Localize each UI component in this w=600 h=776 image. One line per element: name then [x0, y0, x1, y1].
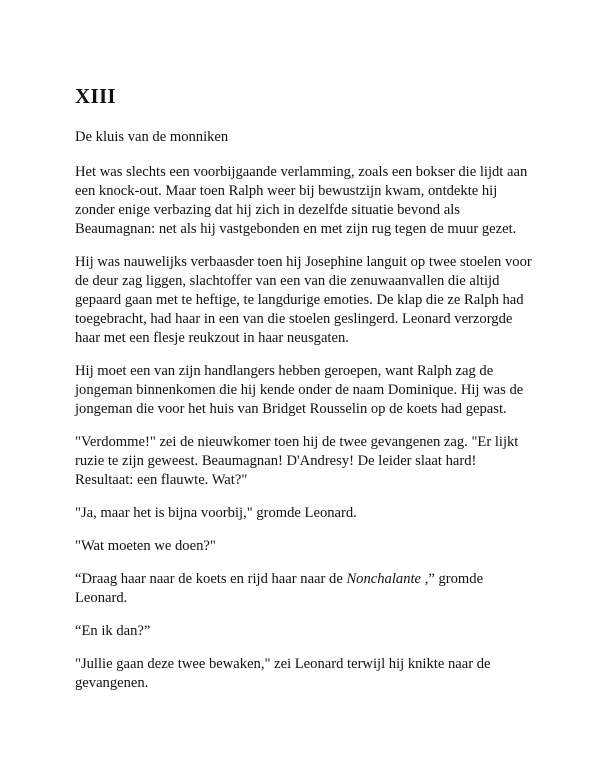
chapter-number: XIII	[75, 84, 116, 108]
paragraph-with-italic	[75, 570, 535, 608]
paragraph: “En ik dan?”	[75, 623, 151, 639]
paragraph: Hij was nauwelijks verbaasder toen hij Josephine languit op twee stoelen voor de deur zag liggen, slachtoffer van een van die zenuwaanvallen die altijd gepaard gaan met te heftige, te langdurige emoties. De klap die ze Ralph had toegebracht, had haar in een van die stoelen geslingerd. Leonard verzorgde haar met een flesje reukzout in haar neusgaten.	[75, 254, 532, 346]
paragraph: Het was slechts een voorbijgaande verlamming, zoals een bokser die lijdt aan een knock-out. Maar toen Ralph weer bij bewustzijn kwam, ontdekte hij zonder enige verbazing dat hij zich in dezelfde situatie bevond als Beaumagnan: net als hij vastgebonden en met zijn rug tegen de muur gezet.	[75, 164, 528, 237]
paragraph-text-before: “Draag haar naar de koets en rijd haar naar de	[75, 571, 347, 587]
paragraph-text-after: ,” gromde Leonard.	[75, 571, 484, 606]
paragraph: "Verdomme!" zei de nieuwkomer toen hij de twee gevangenen zag. "Er lijkt ruzie te zijn geweest. Beaumagnan! D'Andresy! De leider slaat hard! Resultaat: een flauwte. Wat?"	[75, 434, 519, 488]
chapter-title: De kluis van de monniken	[75, 129, 229, 145]
paragraph: "Jullie gaan deze twee bewaken," zei Leonard terwijl hij knikte naar de gevangenen.	[75, 656, 491, 691]
paragraph-italic-emphasis: Nonchalante	[346, 571, 422, 587]
paragraph: "Wat moeten we doen?"	[75, 538, 216, 554]
paragraph: "Ja, maar het is bijna voorbij," gromde Leonard.	[75, 505, 357, 521]
paragraph: Hij moet een van zijn handlangers hebben geroepen, want Ralph zag de jongeman binnenkomen die hij kende onder de naam Dominique. Hij was de jongeman die voor het huis van Bridget Rousselin op de koets had gepast.	[75, 363, 524, 417]
chapter-body	[75, 163, 535, 707]
